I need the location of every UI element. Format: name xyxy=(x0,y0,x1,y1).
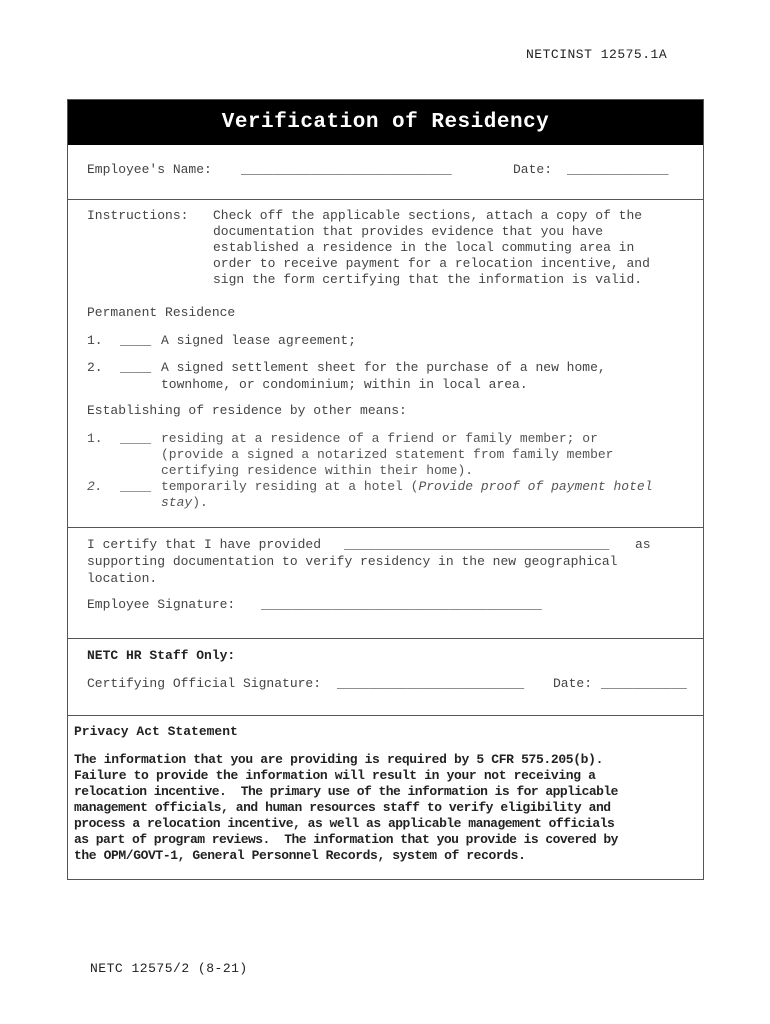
item-number: 1. xyxy=(87,431,103,446)
certify-text: location. xyxy=(87,571,158,586)
form-reference: NETCINST 12575.1A xyxy=(526,47,668,62)
instructions-label: Instructions: xyxy=(87,208,189,223)
hotel-item-text-plain: ). xyxy=(192,495,208,510)
hotel-item-text-italic: stay xyxy=(161,495,193,510)
hr-date-field[interactable]: ___________ xyxy=(601,676,687,691)
hotel-item-text-italic: Provide proof of payment hotel xyxy=(418,479,653,494)
form-number: NETC 12575/2 (8-21) xyxy=(90,961,248,976)
instructions-line: established a residence in the local commuting area in xyxy=(213,240,635,255)
date-label: Date: xyxy=(513,162,553,177)
friend-residence-text: residing at a residence of a friend or family member; or xyxy=(161,431,598,446)
verification-form xyxy=(67,99,704,880)
hotel-item-text xyxy=(161,479,653,495)
privacy-text: relocation incentive. The primary use of the information is for applicable xyxy=(74,784,618,799)
settlement-item-text: A signed settlement sheet for the purchase of a new home, xyxy=(161,360,606,375)
certifying-official-signature-field[interactable]: ________________________ xyxy=(337,676,525,691)
divider xyxy=(68,527,703,528)
privacy-heading: Privacy Act Statement xyxy=(74,724,238,739)
hotel-checkbox-blank[interactable]: ____ xyxy=(120,479,152,494)
privacy-text: Failure to provide the information will result in your not receiving a xyxy=(74,768,596,783)
form-title: Verification of Residency xyxy=(68,100,703,145)
certify-text: supporting documentation to verify residency in the new geographical xyxy=(87,554,618,569)
lease-checkbox-blank[interactable]: ____ xyxy=(120,333,152,348)
item-number: 1. xyxy=(87,333,103,348)
employee-name-field[interactable]: ___________________________ xyxy=(241,162,452,177)
hotel-item-text-plain: temporarily residing at a hotel ( xyxy=(161,479,419,494)
hr-staff-heading: NETC HR Staff Only: xyxy=(87,648,236,663)
employee-name-label: Employee's Name: xyxy=(87,162,212,177)
privacy-text: management officials, and human resources staff to verify eligibility and xyxy=(74,800,611,815)
instructions-line: order to receive payment for a relocation incentive, and xyxy=(213,256,650,271)
divider xyxy=(68,715,703,716)
privacy-text: The information that you are providing is required by 5 CFR 575.205(b). xyxy=(74,752,604,767)
item-number: 2. xyxy=(87,479,103,494)
instructions-line: documentation that provides evidence that you have xyxy=(213,224,604,239)
other-means-heading: Establishing of residence by other means: xyxy=(87,403,407,418)
employee-signature-label: Employee Signature: xyxy=(87,597,236,612)
friend-residence-text: certifying residence within their home). xyxy=(161,463,474,478)
employee-signature-field[interactable]: ____________________________________ xyxy=(261,597,542,612)
friend-residence-text: (provide a signed a notarized statement from family member xyxy=(161,447,614,462)
documentation-field[interactable]: __________________________________ xyxy=(344,537,610,552)
permanent-residence-heading: Permanent Residence xyxy=(87,305,236,320)
instructions-line: Check off the applicable sections, attach a copy of the xyxy=(213,208,643,223)
certify-text: I certify that I have provided xyxy=(87,537,322,552)
date-field[interactable]: _____________ xyxy=(567,162,669,177)
certify-text: as xyxy=(635,537,651,552)
divider xyxy=(68,199,703,200)
friend-residence-checkbox-blank[interactable]: ____ xyxy=(120,431,152,446)
settlement-item-text: townhome, or condominium; within in local area. xyxy=(161,377,528,392)
privacy-text: process a relocation incentive, as well as applicable management officials xyxy=(74,816,615,831)
instructions-line: sign the form certifying that the information is valid. xyxy=(213,272,643,287)
divider xyxy=(68,638,703,639)
hr-date-label: Date: xyxy=(553,676,593,691)
certifying-official-label: Certifying Official Signature: xyxy=(87,676,322,691)
item-number: 2. xyxy=(87,360,103,375)
privacy-text: the OPM/GOVT-1, General Personnel Records, system of records. xyxy=(74,848,526,863)
lease-item-text: A signed lease agreement; xyxy=(161,333,357,348)
privacy-text: as part of program reviews. The information that you provide is covered by xyxy=(74,832,618,847)
settlement-checkbox-blank[interactable]: ____ xyxy=(120,360,152,375)
hotel-item-text xyxy=(161,495,208,511)
